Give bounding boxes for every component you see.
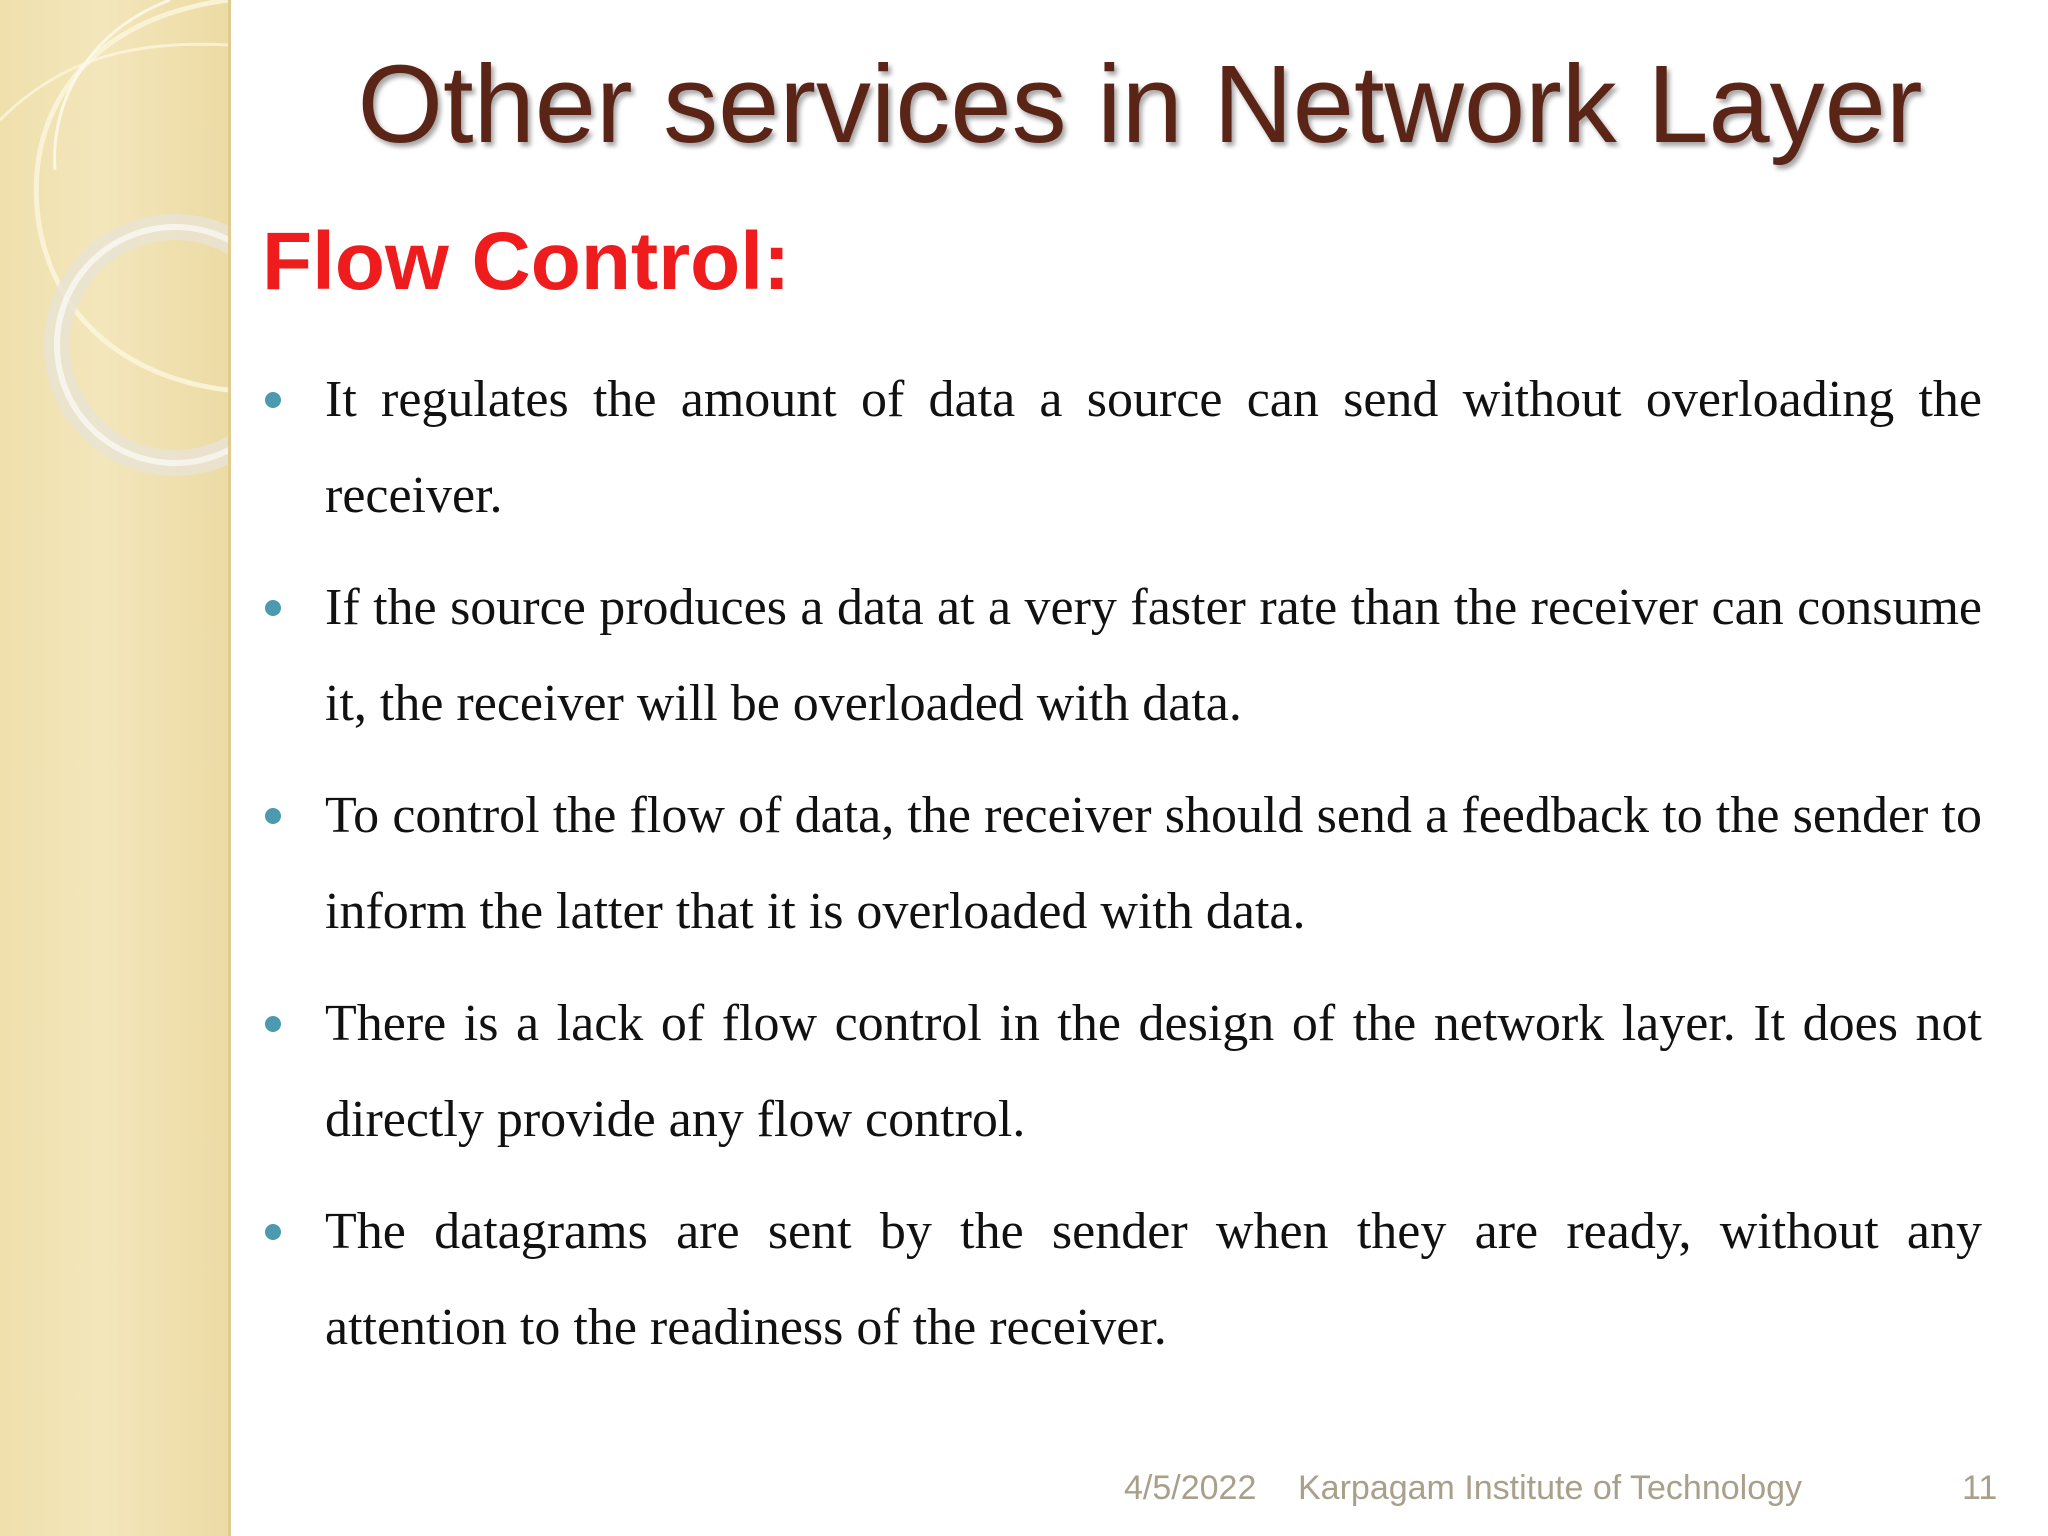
- bullet-item: [262, 1184, 1982, 1376]
- footer-organization: Karpagam Institute of Technology: [1298, 1469, 1803, 1507]
- bullet-marker-icon: [265, 392, 281, 408]
- decorative-rings-graphic: [0, 0, 228, 520]
- footer-date: 4/5/2022: [1124, 1469, 1257, 1507]
- bullet-item: [262, 560, 1982, 752]
- bullet-item: [262, 352, 1982, 544]
- bullet-item: [262, 768, 1982, 960]
- bullet-text: There is a lack of flow control in the design of the network layer. It does not directly provide any flow control.: [325, 995, 1982, 1148]
- decorative-side-panel: [0, 0, 231, 1536]
- bullet-text: If the source produces a data at a very faster rate than the receiver can consume it, the receiver will be overloaded with data.: [325, 579, 1982, 732]
- bullet-marker-icon: [265, 600, 281, 616]
- bullet-text: It regulates the amount of data a source can send without overloading the receiver.: [325, 371, 1982, 524]
- bullet-list: [262, 352, 1982, 1392]
- bullet-marker-icon: [265, 808, 281, 824]
- bullet-marker-icon: [265, 1016, 281, 1032]
- bullet-item: [262, 976, 1982, 1168]
- bullet-text: To control the flow of data, the receiver should send a feedback to the sender to inform the latter that it is overloaded with data.: [325, 787, 1982, 940]
- bullet-text: The datagrams are sent by the sender when they are ready, without any attention to the readiness of the receiver.: [325, 1203, 1982, 1356]
- bullet-marker-icon: [265, 1224, 281, 1240]
- slide-title: Other services in Network Layer: [357, 43, 1923, 166]
- footer-page-number: 11: [1962, 1469, 1998, 1507]
- section-heading: Flow Control:: [262, 216, 791, 307]
